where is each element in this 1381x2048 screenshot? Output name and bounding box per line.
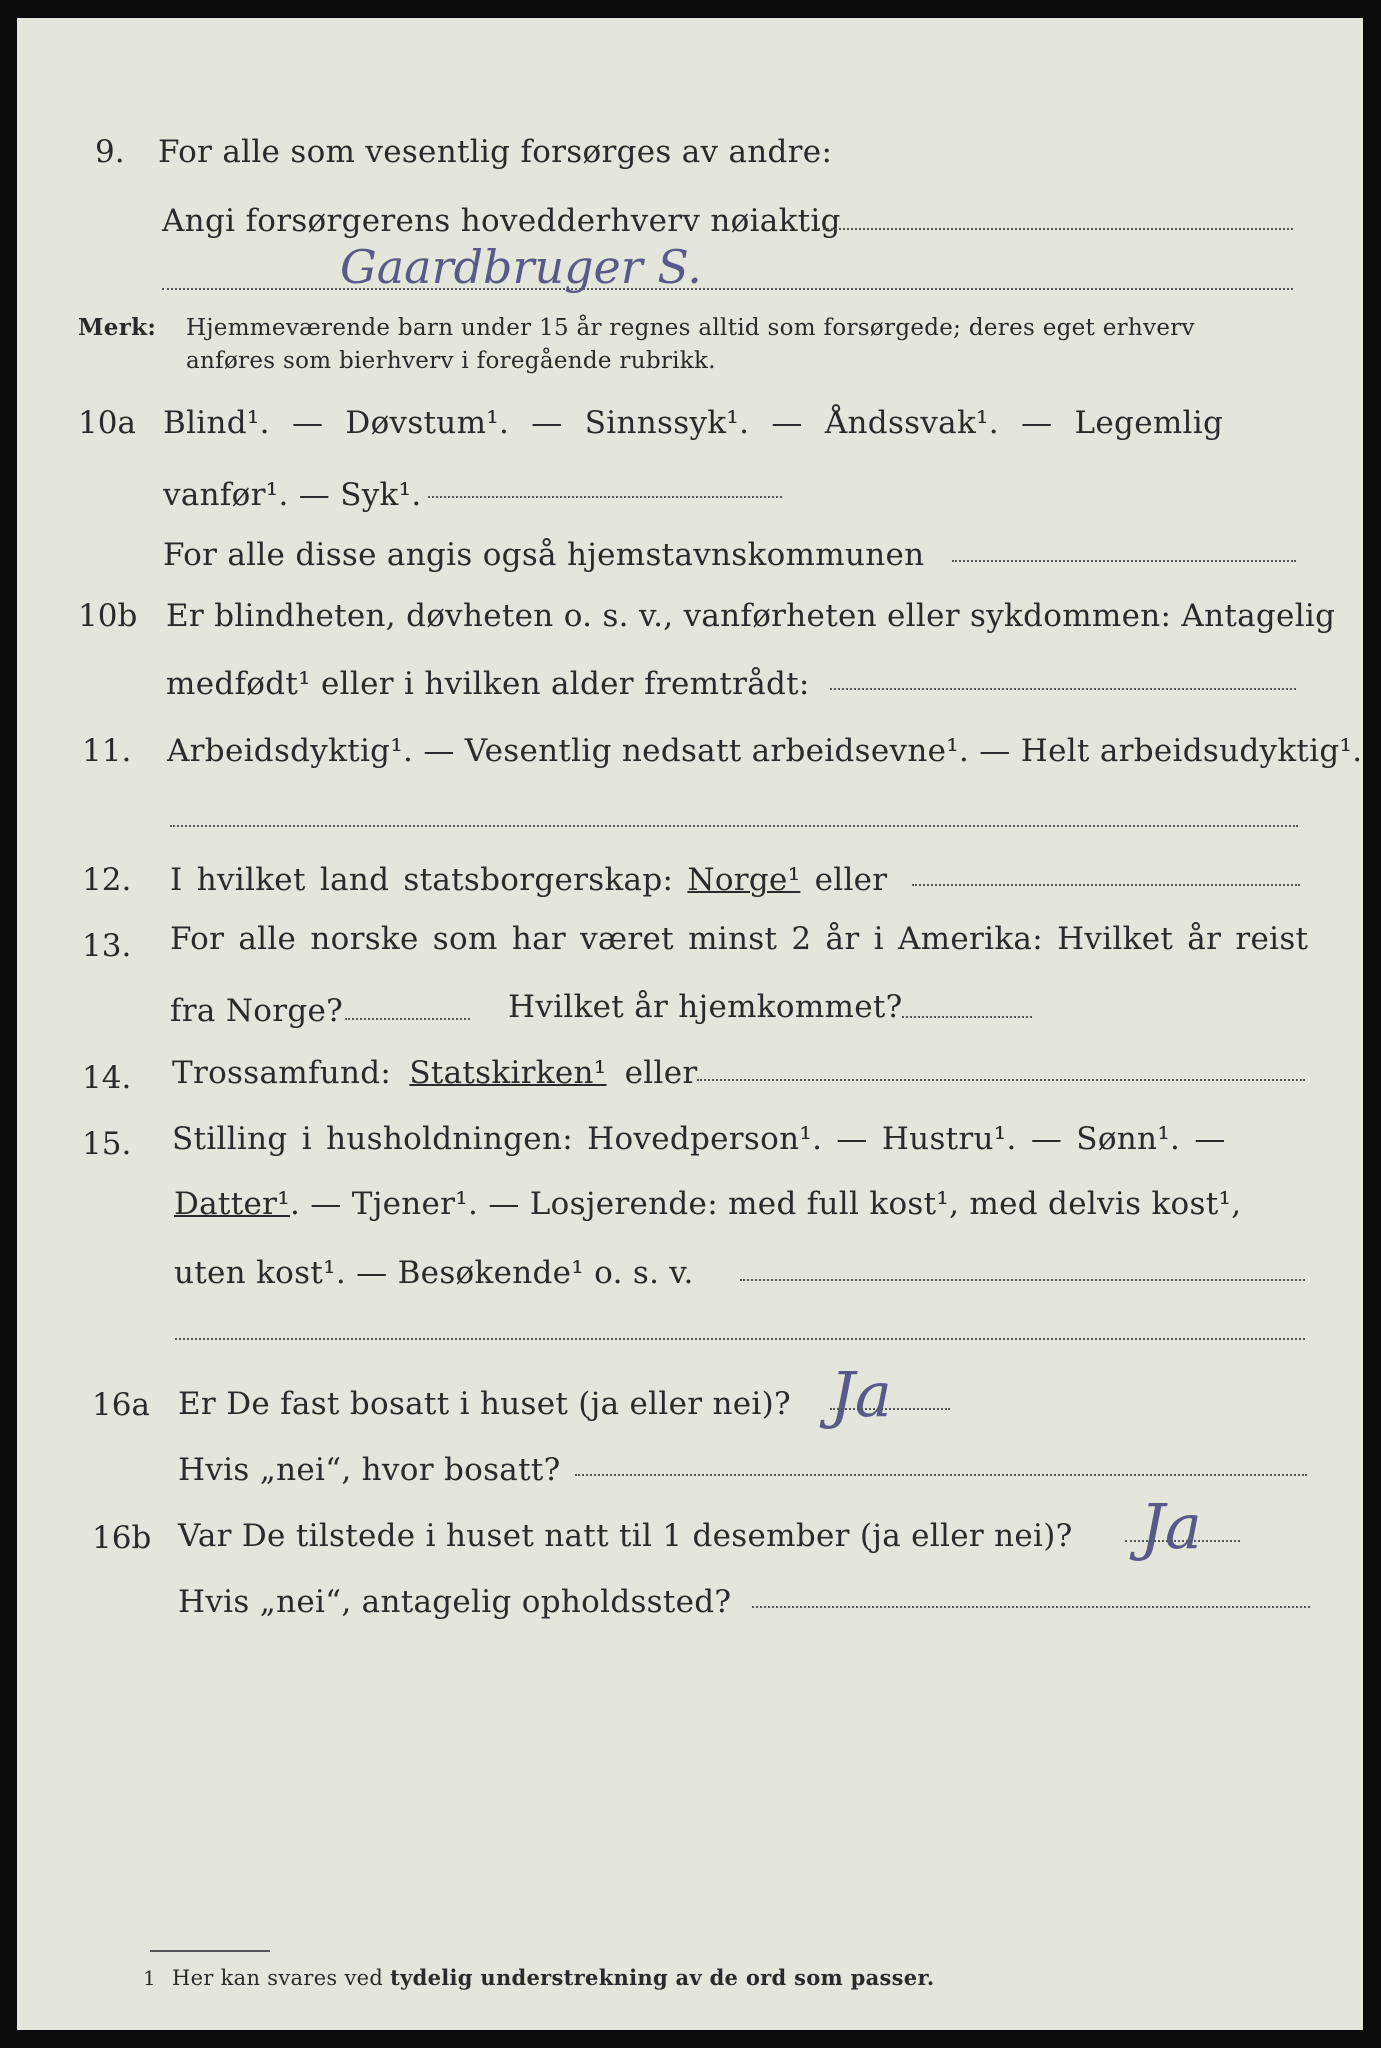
q16b-handwritten-answer: Ja: [1140, 1490, 1202, 1563]
q16a-line1: Er De fast bosatt i huset (ja eller nei)?: [178, 1386, 791, 1422]
q12-fill-line: [912, 884, 1300, 886]
q13-line2b: Hvilket år hjemkommet?: [508, 989, 903, 1025]
footnote-text: [172, 1965, 935, 1991]
q16b-fill-line2: [752, 1606, 1310, 1608]
q15-number: 15.: [82, 1126, 132, 1162]
merk-line1: Hjemmeværende barn under 15 år regnes alltid som forsørgede; deres eget erhverv: [186, 315, 1195, 341]
merk-label: Merk:: [78, 314, 157, 341]
q16b-fill-line1: [1125, 1540, 1240, 1542]
q12-number: 12.: [82, 862, 132, 898]
q10b-line1: Er blindheten, døvheten o. s. v., vanførheten eller sykdommen: Antagelig: [166, 598, 1336, 634]
q14-suffix: eller: [624, 1055, 698, 1091]
q13-line1: For alle norske som har været minst 2 år i Amerika: Hvilket år reist: [170, 921, 1309, 957]
q15-line3: uten kost¹. — Besøkende¹ o. s. v.: [174, 1255, 694, 1291]
q14-prefix: Trossamfund:: [172, 1055, 392, 1091]
q16a-fill-line2: [575, 1474, 1307, 1476]
q10a-line3: For alle disse angis også hjemstavnskommunen: [163, 537, 925, 573]
q15-datter-underlined: Datter¹: [174, 1186, 290, 1222]
q13-fill-line2: [902, 1016, 1032, 1018]
merk-line2: anføres som bierhverv i foregående rubrikk.: [186, 348, 716, 374]
q15-line2: [174, 1185, 1241, 1223]
q15-line1: Stilling i husholdningen: Hovedperson¹. — Hustru¹. — Sønn¹. —: [172, 1121, 1226, 1157]
q16b-line2: Hvis „nei“, antagelig opholdssted?: [178, 1584, 732, 1620]
footnote-text-part1: Her kan svares ved: [172, 1966, 384, 1990]
q13-fill-line1: [345, 1018, 470, 1020]
q10a-fill-line2: [952, 560, 1296, 562]
q16a-line2: Hvis „nei“, hvor bosatt?: [178, 1452, 561, 1488]
q15-fill-line1: [740, 1279, 1305, 1281]
q9-answer-line: [162, 288, 1293, 290]
q10a-fill-line1: [428, 496, 782, 498]
q9-number: 9.: [95, 134, 125, 170]
q16a-handwritten-answer: Ja: [830, 1358, 892, 1431]
footnote-rule: [150, 1950, 270, 1952]
q9-handwritten-answer: Gaardbruger S.: [340, 240, 702, 294]
q12-norway-underlined: Norge¹: [687, 862, 801, 898]
q12-suffix: eller: [814, 862, 888, 898]
q16a-number: 16a: [92, 1387, 150, 1423]
q14-line: [172, 1054, 698, 1092]
q11-number: 11.: [82, 733, 132, 769]
q10a-line1: Blind¹. — Døvstum¹. — Sinnssyk¹. — Åndssvak¹. — Legemlig: [163, 405, 1224, 441]
q16b-line1: Var De tilstede i huset natt til 1 desember (ja eller nei)?: [178, 1518, 1073, 1554]
q10a-number: 10a: [78, 405, 136, 441]
q9-fill-line: [818, 228, 1293, 230]
q10b-number: 10b: [78, 598, 138, 634]
q16b-number: 16b: [92, 1520, 152, 1556]
q10b-line2: medfødt¹ eller i hvilken alder fremtrådt:: [166, 666, 810, 702]
q12-line: [170, 861, 887, 899]
footnote-mark: 1: [143, 1966, 157, 1990]
q10a-line2: vanfør¹. — Syk¹.: [163, 477, 422, 513]
footnote-text-part2: tydelig understrekning av de ord som passer.: [390, 1965, 935, 1990]
q10b-fill-line: [830, 688, 1296, 690]
q15-line2-rest: . — Tjener¹. — Losjerende: med full kost¹, med delvis kost¹,: [289, 1186, 1242, 1222]
q14-fill-line: [697, 1079, 1305, 1081]
q15-fill-line2: [175, 1338, 1305, 1340]
q16a-fill-line1: [830, 1408, 950, 1410]
q12-prefix: I hvilket land statsborgerskap:: [170, 862, 674, 898]
q9-line2: Angi forsørgerens hovedderhverv nøiaktig: [162, 203, 841, 239]
q11-line1: Arbeidsdyktig¹. — Vesentlig nedsatt arbeidsevne¹. — Helt arbeidsudyktig¹.: [167, 733, 1363, 769]
q13-number: 13.: [82, 928, 132, 964]
q9-line1: For alle som vesentlig forsørges av andre:: [158, 134, 833, 170]
q14-statskirken-underlined: Statskirken¹: [409, 1055, 607, 1091]
q11-fill-line: [170, 825, 1298, 827]
q14-number: 14.: [82, 1060, 132, 1096]
q13-line2a: fra Norge?: [170, 993, 344, 1029]
